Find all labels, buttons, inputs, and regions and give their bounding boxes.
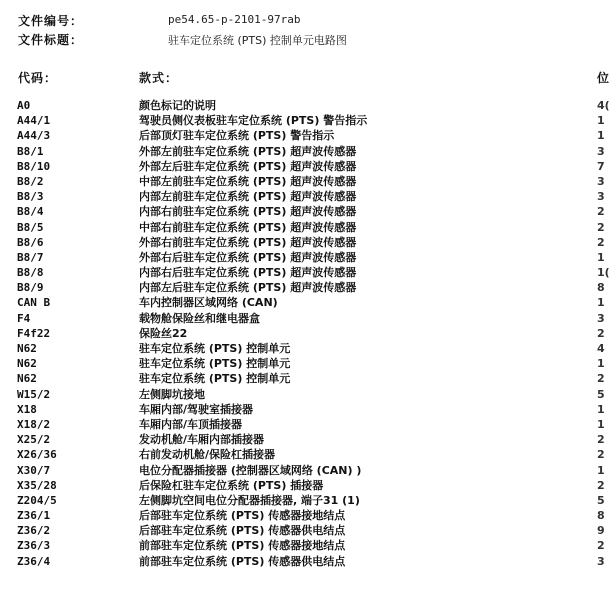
component-page: 8: [597, 281, 605, 295]
list-item: [0, 204, 605, 219]
component-description: 发动机舱/车厢内部插接器: [139, 433, 265, 447]
component-description: 内部左后驻车定位系统 (PTS) 超声波传感器: [139, 281, 357, 295]
component-description: 后部驻车定位系统 (PTS) 传感器供电结点: [139, 524, 346, 538]
component-page: 1: [597, 114, 605, 128]
component-page: 3: [597, 554, 605, 568]
component-code: Z36/1: [17, 509, 51, 523]
list-item: [0, 478, 605, 493]
component-page: 2: [597, 448, 605, 462]
component-code: X18/2: [17, 417, 51, 431]
component-page: 1(: [597, 266, 610, 280]
component-description: 颜色标记的说明: [139, 99, 216, 112]
component-page: 2: [597, 539, 605, 553]
list-item: [0, 493, 605, 508]
component-description: 中部右前驻车定位系统 (PTS) 超声波传感器: [139, 220, 357, 234]
list-item: [0, 235, 605, 250]
component-description: 内部右后驻车定位系统 (PTS) 超声波传感器: [139, 266, 357, 280]
component-code: N62: [17, 342, 37, 355]
component-code: B8/5: [17, 220, 44, 234]
list-item: [0, 159, 605, 174]
doc-title-label: 文件标题：: [18, 33, 84, 47]
component-code: X25/2: [17, 433, 51, 447]
component-description: 保险丝22: [139, 326, 188, 340]
component-page: 1: [597, 296, 605, 310]
list-item: [0, 311, 605, 326]
list-item: [0, 432, 605, 447]
component-description: 前部驻车定位系统 (PTS) 传感器供电结点: [139, 554, 346, 568]
list-item: [0, 508, 605, 523]
component-code: Z36/2: [17, 524, 51, 538]
list-item: [0, 295, 605, 310]
component-code: X26/36: [17, 448, 57, 462]
component-code: Z204/5: [17, 493, 57, 507]
code-column-header: 代码：: [18, 71, 58, 85]
component-code: F4: [17, 311, 31, 325]
component-page: 2: [597, 205, 605, 219]
doc-number-label: 文件编号：: [18, 14, 84, 28]
list-item: [0, 402, 605, 417]
component-code: CAN B: [17, 296, 51, 310]
component-page: 4(: [597, 99, 610, 112]
component-page: 2: [597, 235, 605, 249]
component-page: 1: [597, 250, 605, 264]
component-page: 1: [597, 417, 605, 431]
component-code: N62: [17, 357, 37, 371]
list-item: [0, 98, 610, 113]
list-item: [0, 113, 605, 128]
component-page: 5: [597, 387, 605, 401]
component-code: B8/7: [17, 250, 44, 264]
component-code: F4f22: [17, 326, 51, 340]
component-list: [0, 98, 610, 569]
component-page: 1: [597, 463, 605, 477]
component-description: 驻车定位系统 (PTS) 控制单元: [139, 357, 291, 371]
component-code: X18: [17, 402, 37, 416]
component-page: 3: [597, 174, 605, 188]
component-page: 1: [597, 357, 605, 371]
component-description: 外部右前驻车定位系统 (PTS) 超声波传感器: [139, 235, 357, 249]
list-item: [0, 189, 605, 204]
component-description: 左侧脚坑空间电位分配器插接器, 端子31 (1): [139, 493, 360, 507]
component-page: 4: [597, 342, 605, 355]
list-item: [0, 174, 605, 189]
component-code: X30/7: [17, 463, 51, 477]
component-code: Z36/3: [17, 539, 51, 553]
component-code: A0: [17, 99, 31, 112]
component-description: 中部左前驻车定位系统 (PTS) 超声波传感器: [139, 174, 357, 188]
list-item: [0, 356, 605, 371]
list-item: [0, 538, 605, 553]
component-description: 前部驻车定位系统 (PTS) 传感器接地结点: [139, 539, 346, 553]
component-code: B8/6: [17, 235, 44, 249]
component-code: X35/28: [17, 478, 57, 492]
component-description: 外部右后驻车定位系统 (PTS) 超声波传感器: [139, 250, 357, 264]
list-item: [0, 463, 605, 478]
component-page: 2: [597, 220, 605, 234]
component-code: B8/3: [17, 190, 44, 204]
component-code: A44/1: [17, 114, 51, 128]
component-page: 7: [597, 159, 605, 173]
list-item: [0, 417, 605, 432]
description-column-header: 款式：: [139, 71, 179, 85]
component-page: 2: [597, 478, 605, 492]
component-description: 后部驻车定位系统 (PTS) 传感器接地结点: [139, 509, 346, 523]
component-description: 车厢内部/车顶插接器: [139, 417, 243, 431]
list-item: [0, 387, 605, 402]
doc-title-value: 驻车定位系统 (PTS) 控制单元电路图: [168, 34, 347, 47]
component-description: 载物舱保险丝和继电器盒: [139, 311, 260, 325]
list-item: [0, 371, 605, 386]
component-description: 驻车定位系统 (PTS) 控制单元: [139, 342, 291, 355]
component-code: B8/8: [17, 266, 44, 280]
component-description: 驾驶员侧仪表板驻车定位系统 (PTS) 警告指示: [139, 114, 368, 128]
component-description: 外部左前驻车定位系统 (PTS) 超声波传感器: [139, 144, 357, 158]
component-description: 左侧脚坑接地: [139, 387, 205, 401]
page-column-header: 位: [597, 71, 610, 85]
list-item: [0, 280, 605, 295]
doc-number-value: pe54.65-p-2101-97rab: [168, 13, 301, 26]
component-description: 外部左后驻车定位系统 (PTS) 超声波传感器: [139, 159, 357, 173]
component-description: 后部顶灯驻车定位系统 (PTS) 警告指示: [139, 129, 335, 143]
component-page: 2: [597, 372, 605, 386]
component-code: A44/3: [17, 129, 51, 143]
component-code: N62: [17, 372, 37, 386]
component-description: 车内控制器区域网络 (CAN): [139, 296, 278, 310]
component-page: 3: [597, 311, 605, 325]
component-code: W15/2: [17, 387, 51, 401]
component-description: 右前发动机舱/保险杠插接器: [139, 448, 276, 462]
list-item: [0, 554, 605, 569]
list-item: [0, 341, 605, 356]
component-description: 驻车定位系统 (PTS) 控制单元: [139, 372, 291, 386]
list-item: [0, 220, 605, 235]
list-item: [0, 265, 610, 280]
component-description: 内部右前驻车定位系统 (PTS) 超声波传感器: [139, 205, 357, 219]
component-code: B8/2: [17, 174, 44, 188]
component-page: 2: [597, 326, 605, 340]
component-code: B8/1: [17, 144, 44, 158]
list-item: [0, 128, 605, 143]
component-code: B8/4: [17, 205, 44, 219]
component-description: 电位分配器插接器 (控制器区域网络 (CAN) ): [139, 463, 362, 477]
component-page: 8: [597, 509, 605, 523]
component-code: B8/10: [17, 159, 51, 173]
component-page: 9: [597, 524, 605, 538]
component-code: B8/9: [17, 281, 44, 295]
list-item: [0, 523, 605, 538]
component-page: 3: [597, 144, 605, 158]
component-description: 车厢内部/驾驶室插接器: [139, 402, 254, 416]
component-code: Z36/4: [17, 554, 51, 568]
list-item: [0, 326, 605, 341]
component-description: 后保险杠驻车定位系统 (PTS) 插接器: [139, 478, 324, 492]
list-item: [0, 250, 605, 265]
component-page: 5: [597, 493, 605, 507]
component-page: 3: [597, 190, 605, 204]
component-page: 1: [597, 129, 605, 143]
component-page: 2: [597, 433, 605, 447]
list-item: [0, 144, 605, 159]
list-item: [0, 447, 605, 462]
component-description: 内部左前驻车定位系统 (PTS) 超声波传感器: [139, 190, 357, 204]
component-page: 1: [597, 402, 605, 416]
